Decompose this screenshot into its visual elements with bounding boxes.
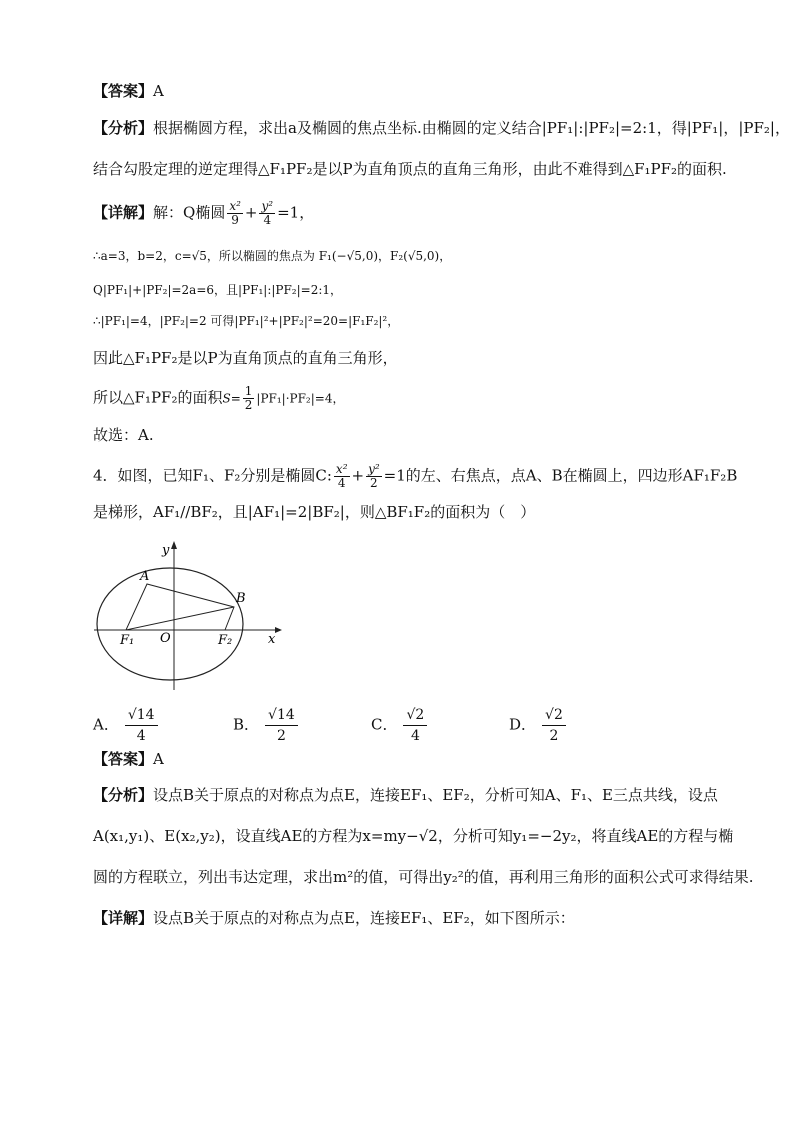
x-axis-label: x — [268, 632, 276, 647]
fraction: $\frac{\text{y²}}{2}$ — [368, 462, 380, 490]
origin-label: O — [160, 631, 171, 646]
fraction: $\frac{\text{x²}}{9}$ — [229, 199, 241, 227]
detail-line-3 — [93, 280, 342, 300]
detail-text: 故选：A. — [93, 426, 154, 444]
analysis2-line-3 — [93, 867, 754, 887]
fraction: $\frac{√14}{2}$ — [265, 705, 298, 746]
ellipse-figure — [90, 535, 290, 695]
answer-line-1 — [93, 81, 164, 101]
fraction: $\frac{√14}{4}$ — [125, 705, 158, 746]
option-d: D． $\frac{√2}{2}$ — [509, 705, 566, 746]
analysis-tag: 【分析】 — [93, 786, 154, 804]
detail-line-1: 【详解】解：Q椭圆 $\frac{\text{x²}}{9}$ + $\frac{\text{y²}}{4}$ =1， — [93, 199, 315, 227]
diagonal-f1-b — [126, 607, 234, 630]
question-line-2 — [93, 502, 535, 522]
answer-tag: 【答案】 — [93, 750, 154, 768]
point-a-label: A — [140, 569, 150, 584]
trapezoid — [126, 584, 234, 630]
fraction: $\frac{√2}{4}$ — [403, 705, 427, 746]
analysis-text: 圆的方程联立，列出韦达定理，求出m²的值，可得出y₂²的值，再利用三角形的面积公式可求得结果. — [93, 868, 754, 886]
detail-text: ∴|PF₁|=4，|PF₂|=2 可得|PF₁|²+|PF₂|²=20=|F₁F₂|²， — [93, 314, 400, 328]
detail-line-7 — [93, 425, 154, 445]
detail-text: 因此△F₁PF₂是以P为直角顶点的直角三角形， — [93, 349, 398, 367]
question-text: 是梯形，AF₁//BF₂，且|AF₁|=2|BF₂|，则△BF₁F₂的面积为（ ） — [93, 503, 536, 521]
analysis-text: A(x₁,y₁)、E(x₂,y₂)，设直线AE的方程为x=my−√2，分析可知y₁=−2y₂，将直线AE的方程与椭 — [93, 827, 734, 845]
detail-line-5 — [93, 348, 398, 368]
detail-text: 解：Q椭圆 — [153, 203, 226, 222]
analysis-text: 结合勾股定理的逆定理得△F₁PF₂是以P为直角顶点的直角三角形，由此不难得到△F₁PF₂的面积. — [93, 160, 727, 178]
analysis-text: 根据椭圆方程，求出a及椭圆的焦点坐标.由椭圆的定义结合|PF₁|:|PF₂|=2:1，得|PF₁|，|PF₂|， — [153, 119, 790, 137]
option-a: A． $\frac{√14}{4}$ — [93, 705, 158, 746]
option-b: B． $\frac{√14}{2}$ — [233, 705, 298, 746]
detail-text: ∴a=3，b=2，c=√5，所以椭圆的焦点为 F₁(−√5,0)，F₂(√5,0)， — [93, 249, 452, 263]
analysis2-line-1 — [93, 785, 718, 805]
detail-line-4 — [93, 311, 399, 331]
analysis-line-2 — [93, 159, 727, 179]
x-axis-arrow — [275, 627, 282, 633]
fraction: $\frac{\text{x²}}{4}$ — [335, 462, 348, 490]
answer-value: A — [153, 750, 164, 768]
analysis2-line-2 — [93, 826, 733, 846]
ellipse-curve — [97, 568, 243, 680]
y-axis-label: y — [162, 543, 170, 558]
focus-f1-label: F₁ — [120, 633, 135, 648]
analysis-line-1 — [93, 118, 790, 138]
detail-tag: 【详解】 — [93, 203, 154, 222]
y-axis-arrow — [171, 541, 177, 549]
detail-line-6: 所以△F₁PF₂的面积S= $\frac{1}{2}$ |PF₁|·PF₂|=4， — [93, 384, 345, 412]
analysis-text: 设点B关于原点的对称点为点E，连接EF₁、EF₂，分析可知A、F₁、E三点共线，设点 — [153, 786, 718, 804]
question-line-1: 4．如图，已知F₁、F₂分别是椭圆C: $\frac{\text{x²}}{4}$ + $\frac{\text{y²}}{2}$ =1的左、右焦点，点A、B在椭圆上，四边形AF₁F₂B — [93, 462, 738, 490]
answer-tag: 【答案】 — [93, 82, 154, 100]
analysis-tag: 【分析】 — [93, 119, 154, 137]
detail-text: 设点B关于原点的对称点为点E，连接EF₁、EF₂，如下图所示： — [153, 909, 575, 927]
fraction: $\frac{√2}{2}$ — [542, 705, 566, 746]
point-b-label: B — [236, 591, 246, 606]
detail-text: Q|PF₁|+|PF₂|=2a=6，且|PF₁|:|PF₂|=2:1， — [93, 283, 343, 297]
fraction: $\frac{\text{y²}}{4}$ — [261, 199, 274, 227]
focus-f2-label: F₂ — [218, 633, 233, 648]
detail-line-2 — [93, 246, 451, 266]
detail2-line-1 — [93, 908, 575, 928]
answer-value: A — [153, 82, 164, 100]
detail-tag: 【详解】 — [93, 909, 154, 927]
option-c: C． $\frac{√2}{4}$ — [371, 705, 427, 746]
fraction: $\frac{1}{2}$ — [244, 384, 253, 412]
answer-line-2 — [93, 749, 164, 769]
